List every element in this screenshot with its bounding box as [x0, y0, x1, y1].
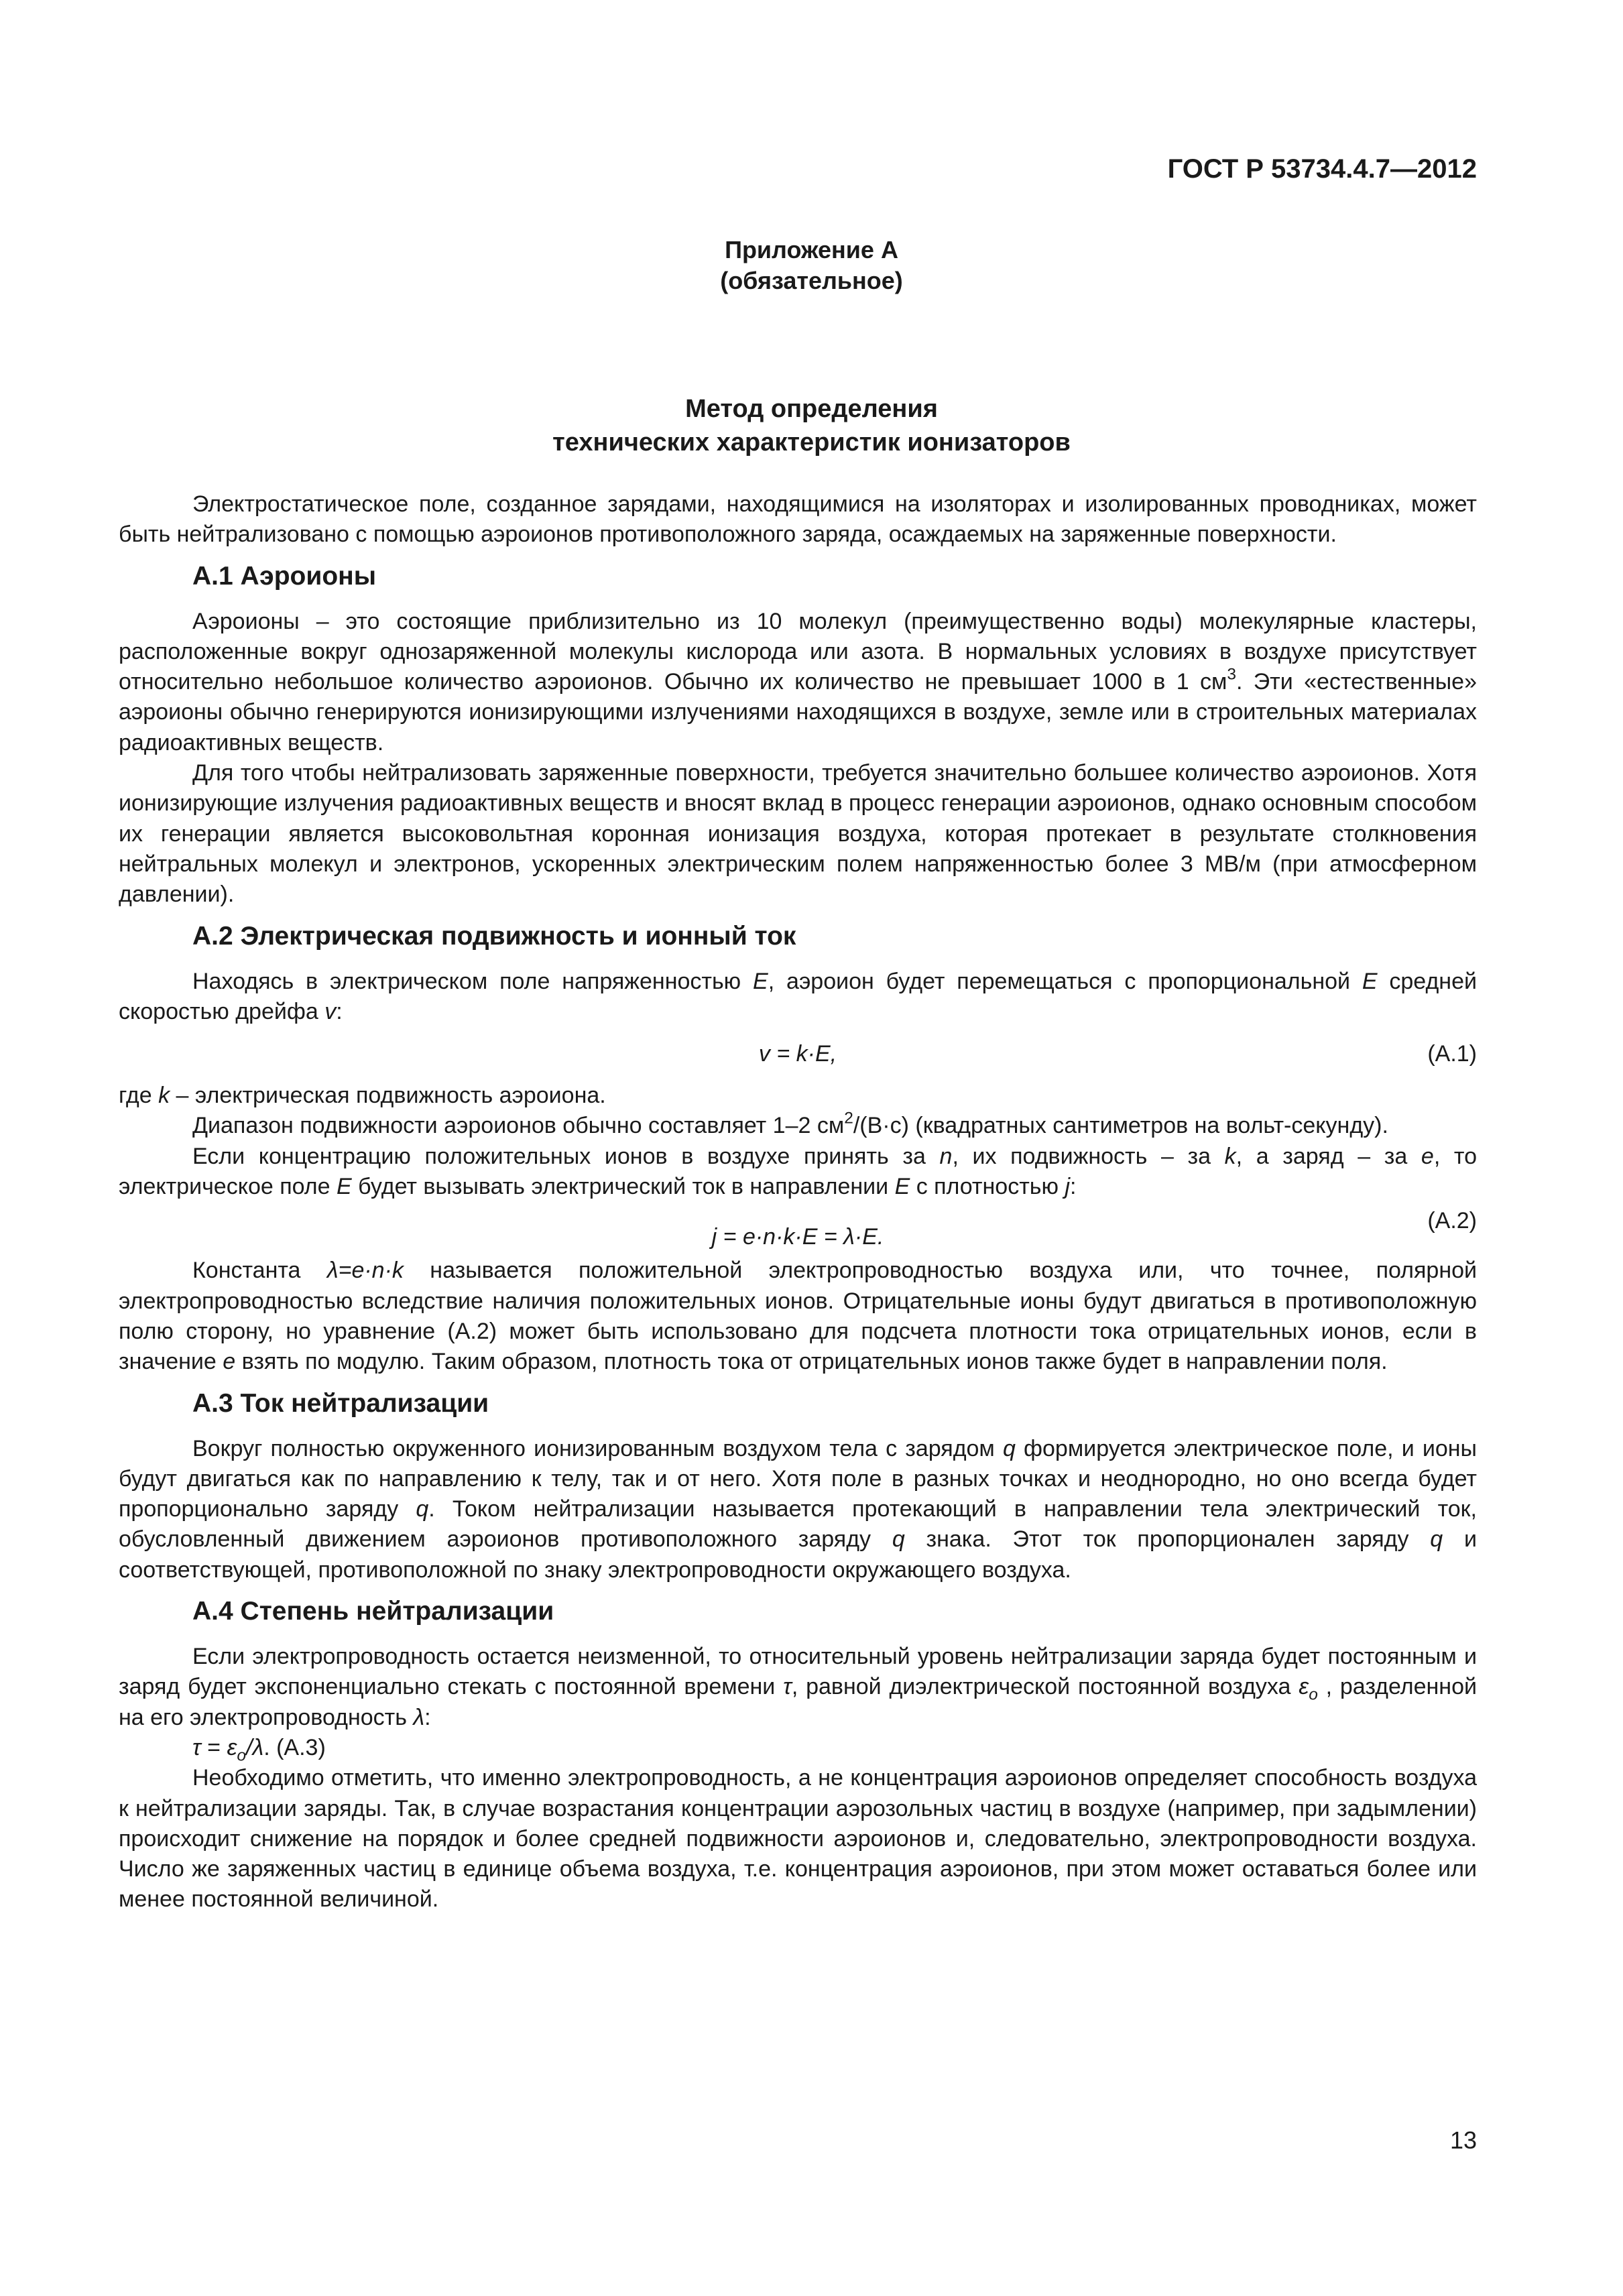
formula-a1: [119, 1032, 1477, 1075]
a2-paragraph-3: Диапазон подвижности аэроионов обычно составляет 1–2 $см^2/(В\cdot с)$ (квадратных сантиметров на вольт-секунду).: [192, 1109, 1388, 1139]
page-number: 13: [1449, 2126, 1477, 2154]
a4-paragraph-1: Если электропроводность остается неизменной, то относительный уровень нейтрализации заряда будет постоянным и заряд будет экспоненциально стекать с постоянной времени τ, равной диэлектрической постоянной воздуха $\varepsilon_o$ , разделенной на его электропроводность λ:: [119, 1644, 1477, 1730]
a2-paragraph-2: где k – электрическая подвижность аэроиона.: [119, 1083, 606, 1109]
formula-a2: [119, 1207, 1477, 1250]
appendix-line-1: Приложение А: [725, 236, 898, 263]
a2-paragraph-1: Находясь в электрическом поле напряженностью E, аэроион будет перемещаться с пропорциональной E средней скоростью дрейфа v:: [119, 968, 1477, 1024]
a3-paragraph-1: Вокруг полностью окруженного ионизированным воздухом тела с зарядом q формируется электрическое поле, и ионы будут двигаться как по направлению к телу, так и от него. Хотя поле в разных точках и неоднородно, но оно всегда будет пропорционально заряду q. Током нейтрализации называется протекающий в направлении тела электрический ток, обусловленный движением аэроионов противоположного заряду q знака. Этот ток пропорционален заряду q и соответствующей, противоположной по знаку электропроводности окружающего воздуха.: [119, 1435, 1477, 1583]
section-heading-a3: А.3 Ток нейтрализации: [192, 1388, 489, 1418]
a2-paragraph-4: Если концентрацию положительных ионов в воздухе принять за n, их подвижность – за k, а заряд – за e, то электрическое поле E будет вызывать электрический ток в направлении E с плотностью j:: [119, 1143, 1477, 1200]
document-body: [119, 489, 1477, 1915]
formula-a2-number: (А.2): [1427, 1208, 1477, 1234]
standard-code: ГОСТ Р 53734.4.7—2012: [1167, 154, 1477, 184]
section-heading-a4: А.4 Степень нейтрализации: [192, 1597, 554, 1626]
intro-paragraph: Электростатическое поле, созданное зарядами, находящимися на изоляторах и изолированных проводниках, может быть нейтрализовано с помощью аэроионов противоположного заряда, осаждаемых на заряженные поверхности.: [119, 491, 1477, 548]
formula-a1-number: (А.1): [1427, 1041, 1477, 1067]
formula-a2-expression: j = e·n·k·E = λ·E.: [711, 1224, 884, 1250]
formula-a3-line: $\tau = \varepsilon_o/\lambda$. (А.3): [192, 1734, 326, 1765]
a1-paragraph-2: Для того чтобы нейтрализовать заряженные поверхности, требуется значительно большее количество аэроионов. Хотя ионизирующие излучения радиоактивных веществ и вносят вклад в процесс генерации аэроионов, однако основным способом их генерации является высоковольтная коронная ионизация воздуха, которая протекает в результате столкновения нейтральных молекул и электронов, ускоренных электрическим полем напряженностью более 3 МВ/м (при атмосферном давлении).: [119, 760, 1477, 908]
section-heading-a2: А.2 Электрическая подвижность и ионный ток: [192, 921, 796, 951]
formula-a1-expression: v = k·E,: [758, 1041, 837, 1067]
section-heading-a1: А.1 Аэроионы: [192, 561, 377, 591]
title-line-1: Метод определения: [685, 395, 938, 423]
a1-paragraph-1: Аэроионы – это состоящие приблизительно из 10 молекул (преимущественно воды) молекулярные кластеры, расположенные вокруг однозаряженной молекулы кислорода или азота. В нормальных условиях в воздухе присутствует относительно небольшое количество аэроионов. Обычно их количество не превышает 1000 в 1 $см^3$. Эти «естественные» аэроионы обычно генерируются ионизирующими излучениями находящихся в воздухе, земле или в строительных материалах радиоактивных веществ.: [119, 608, 1477, 756]
title-line-2: технических характеристик ионизаторов: [552, 428, 1071, 457]
appendix-line-2: (обязательное): [720, 267, 903, 294]
a4-paragraph-2: Необходимо отметить, что именно электропроводность, а не концентрация аэроионов определяет способность воздуха к нейтрализации заряды. Так, в случае возрастания концентрации аэрозольных частиц в воздухе (например, при задымлении) происходит снижение на порядок и более средней подвижности аэроионов и, следовательно, электропроводности воздуха. Число же заряженных частиц в единице объема воздуха, т.е. концентрация аэроионов, при этом может оставаться более или менее постоянной величиной.: [119, 1765, 1477, 1913]
document-title: [0, 392, 1623, 459]
a2-paragraph-5: Константа λ=e·n·k называется положительной электропроводностью воздуха или, что точнее, полярной электропроводностью вследствие наличия положительных ионов. Отрицательные ионы будут двигаться в противоположную полю сторону, но уравнение (А.2) может быть использовано для подсчета плотности тока отрицательных ионов, если в значение e взять по модулю. Таким образом, плотность тока от отрицательных ионов также будет в направлении поля.: [119, 1258, 1477, 1375]
appendix-label: [0, 235, 1623, 296]
